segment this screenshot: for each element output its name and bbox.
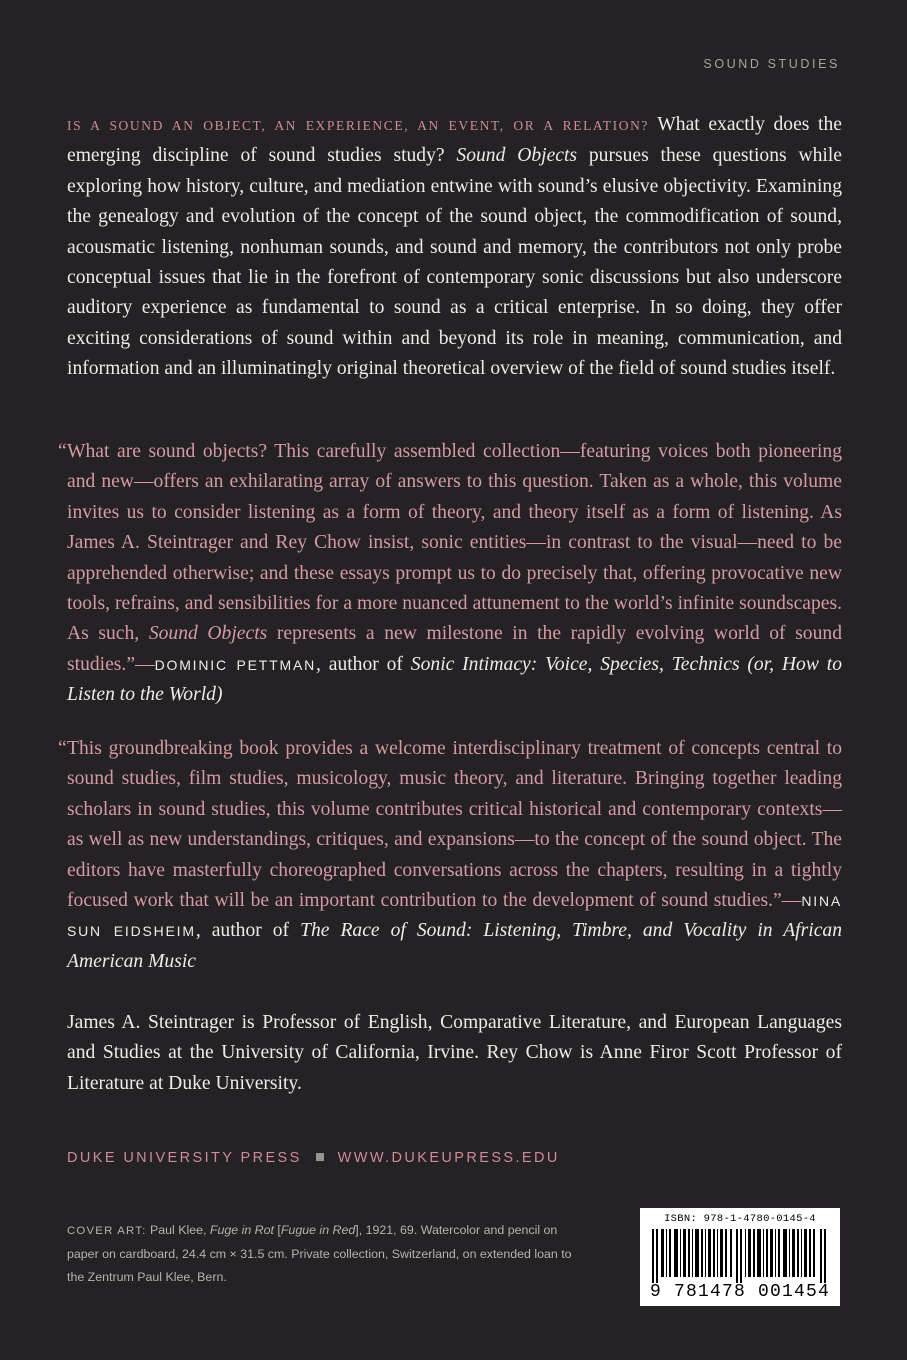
publisher-name: DUKE UNIVERSITY PRESS (67, 1150, 302, 1166)
blurb-pettman-title: Sound Objects (148, 623, 268, 645)
publisher-url[interactable]: WWW.DUKEUPRESS.EDU (337, 1150, 560, 1166)
blurb-pettman-text-b: represents a new milestone in the rapidly evolving world of sound studies.”— (67, 623, 842, 675)
description-title: Sound Objects (456, 145, 578, 167)
book-description (67, 110, 842, 385)
blurb-eidsheim-author: NINA SUN EIDSHEIM (67, 893, 842, 940)
series-label: SOUND STUDIES (703, 57, 840, 71)
separator-square (316, 1153, 324, 1161)
blurb-eidsheim (58, 734, 842, 977)
open-quote-mark: “ (58, 738, 67, 759)
blurb-eidsheim-author-of: , author of (195, 920, 301, 942)
cover-art-title-en: Fugue in Red (280, 1223, 356, 1237)
description-text-b: pursues these questions while exploring how history, culture, and mediation entwine with sound’s elusive objectivity. Examining the genealogy and evolution of the concept of the sound object, the commodification of sound, acousmatic listening, nonhuman sounds, and sound and memory, the contributors not only probe conceptual issues that lie in the forefront of contemporary sonic discussions but also underscore auditory experience as fundamental to sound as a critical enterprise. In so doing, they offer exciting considerations of sound within and beyond its role in meaning, communication, and information and an illuminatingly original theoretical overview of the field of sound studies itself. (67, 145, 842, 380)
blurb-pettman-author-of: , author of (316, 653, 411, 675)
description-text-a: What exactly does the emerging discipline of sound studies study? (67, 114, 842, 167)
blurb-pettman-book: Sonic Intimacy: Voice, Species, Technics (or, How to Listen to the World) (67, 653, 842, 706)
cover-art-text-b: [ (273, 1223, 281, 1237)
description-lead: IS A SOUND AN OBJECT, AN EXPERIENCE, AN EVENT, OR A RELATION? (67, 118, 650, 133)
barcode-digits: 9 781478 001454 (649, 1282, 831, 1302)
blurb-eidsheim-text: This groundbreaking book provides a welcome interdisciplinary treatment of concepts central to sound studies, film studies, musicology, music theory, and literature. Bringing together leading scholars in sound studies, this volume contributes critical historical and contemporary contexts—as well as new understandings, critiques, and expansions—to the concept of the sound object. The editors have masterfully choreographed conversations across the chapters, resulting in a tightly focused work that will be an important contribution to the development of sound studies.”— (67, 738, 842, 912)
blurb-pettman-author: DOMINIC PETTMAN (154, 656, 317, 673)
open-quote-mark: “ (58, 441, 67, 462)
blurb-eidsheim-book: The Race of Sound: Listening, Timbre, and Vocality in African American Music (67, 920, 842, 972)
cover-art-text-c: ], 1921, 69. Watercolor and pencil on paper on cardboard, 24.4 cm × 31.5 cm. Private collection, Switzerland, on extended loan to the Zentrum Paul Klee, Bern. (67, 1223, 572, 1284)
blurb-pettman-text-a: What are sound objects? This carefully assembled collection—featuring voices both pioneering and new—offers an exhilarating array of answers to this question. Taken as a whole, this volume invites us to consider listening as a form of theory, and theory itself as a form of listening. As James A. Steintrager and Rey Chow insist, sonic entities—in contrast to the visual—need to be apprehended otherwise; and these essays prompt us to do precisely that, offering provocative new tools, refrains, and sensibilities for a more nuanced attunement to the world’s infinite soundscapes. As such, (67, 441, 842, 645)
publisher-line (67, 1150, 560, 1166)
isbn-text: ISBN: 978-1-4780-0145-4 (664, 1213, 816, 1225)
cover-art-credit (67, 1219, 587, 1289)
cover-art-text-a: Paul Klee, (146, 1223, 210, 1237)
cover-art-title: Fuge in Rot (209, 1223, 274, 1237)
barcode-bars (650, 1229, 830, 1283)
editor-bio (67, 1008, 842, 1099)
cover-art-label: COVER ART: (67, 1225, 147, 1237)
isbn-barcode (640, 1208, 840, 1306)
editor-bio-text: James A. Steintrager is Professor of English, Comparative Literature, and European Languages and Studies at the University of California, Irvine. Rey Chow is Anne Firor Scott Professor of Literature at Duke University. (67, 1012, 842, 1094)
blurb-pettman (58, 437, 842, 711)
